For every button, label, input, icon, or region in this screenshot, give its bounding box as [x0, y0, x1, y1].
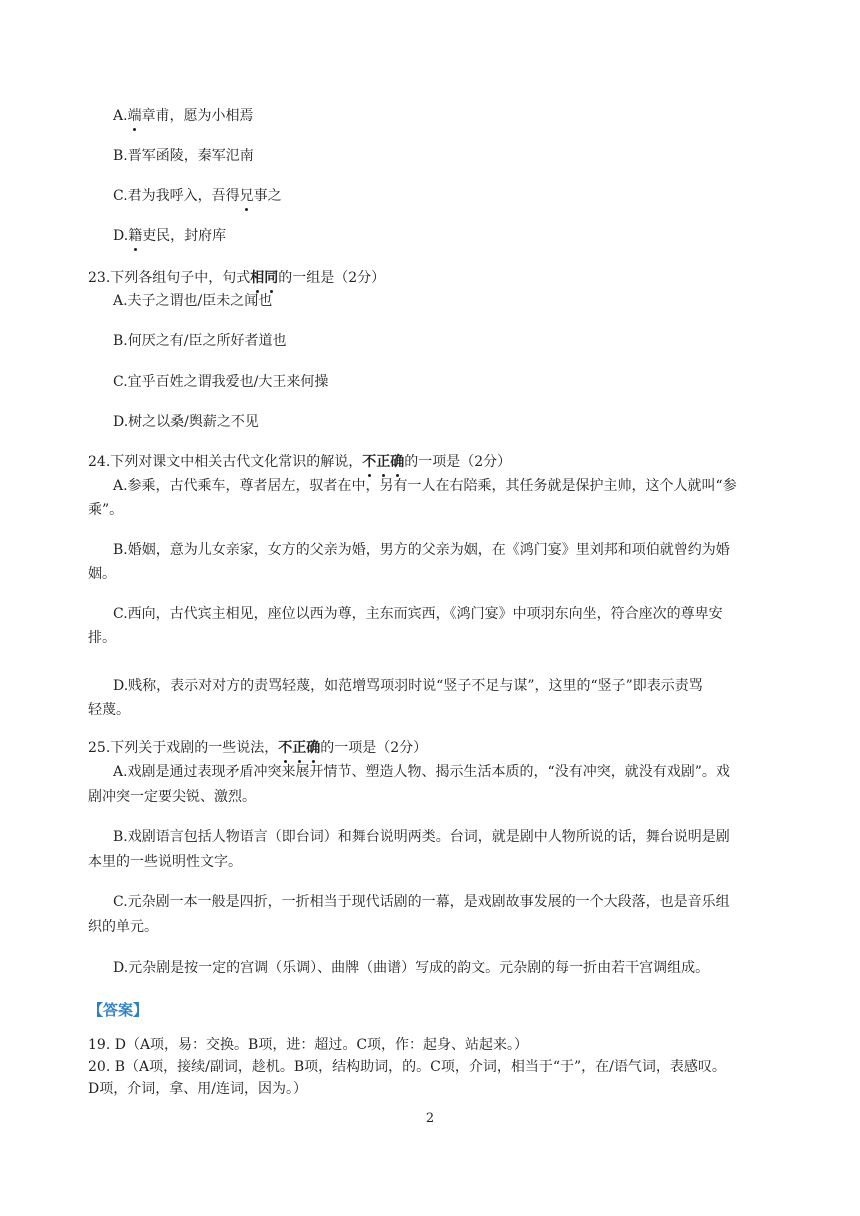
emphasis-dot-char: 兄 — [239, 188, 254, 204]
answer-19: 19. D（A项，易：交换。B项，进：超过。C项，作：起身、站起来。） — [88, 1037, 529, 1053]
q24-option-a-cont: 乘”。 — [88, 502, 124, 518]
q23-option-c: C.宜乎百姓之谓我爱也/大王来何操 — [113, 374, 329, 390]
q24-option-c: C.西向，古代宾主相见，座位以西为尊，主东而宾西，《鸿门宴》中项羽东向坐，符合座次的尊卑安 — [113, 606, 723, 622]
emphasis-dot-char: 正 — [292, 740, 307, 756]
q25-option-b: B.戏剧语言包括人物语言（即台词）和舞台说明两类。台词，就是剧中人物所说的话，舞台说明是剧 — [113, 829, 730, 845]
emphasis-dot-char: 端 — [127, 108, 142, 124]
q25-option-c: C.元杂剧一本一般是四折，一折相当于现代话剧的一幕，是戏剧故事发展的一个大段落，也是音乐组 — [113, 894, 730, 910]
answer-20: 20. B（A项，接续/副词，趁机。B项，结构助词，的。C项，介词，相当于“于”，在/语气词，表感叹。 — [88, 1059, 726, 1075]
q25-option-d: D.元杂剧是按一定的宫调（乐调）、曲牌（曲谱）写成的韵文。元杂剧的每一折由若干宫调组成。 — [113, 960, 710, 976]
q22-option-c: C.君为我呼入，吾得兄事之 — [113, 188, 282, 204]
emphasis-dot-char: 确 — [390, 454, 405, 470]
q24-option-d-cont: 轻蔑。 — [88, 702, 130, 718]
answer-20-cont: D项，介词，拿、用/连词，因为。） — [88, 1081, 307, 1097]
emphasis-dot-char: 确 — [306, 740, 321, 756]
q24-option-c-cont: 排。 — [88, 630, 116, 646]
q24-option-a: A.参乘，古代乘车，尊者居左，驭者在中，另有一人在右陪乘，其任务就是保护主帅，这个人就叫“参 — [113, 478, 737, 494]
q25-option-a: A.戏剧是通过表现矛盾冲突来展开情节、塑造人物、揭示生活本质的，“没有冲突，就没有戏剧”。戏 — [113, 764, 730, 780]
q22-option-d: D.籍吏民，封府库 — [113, 228, 227, 244]
q24-option-d: D.贱称，表示对对方的责骂轻蔑，如范增骂项羽时说“竖子不足与谋”，这里的“竖子”即表示责骂 — [113, 678, 703, 694]
q25-option-c-cont: 织的单元。 — [88, 919, 158, 935]
emphasis-dot-char: 籍 — [128, 228, 143, 244]
emphasis-dot-char: 不 — [362, 454, 377, 470]
q25-option-a-cont: 剧冲突一定要尖锐、激烈。 — [88, 789, 256, 805]
emphasis-dot-char: 不 — [278, 740, 293, 756]
q25-stem: 25.下列关于戏剧的一些说法，不正确的一项是（2分） — [88, 740, 428, 756]
q23-option-b: B.何厌之有/臣之所好者道也 — [113, 333, 287, 349]
emphasis-dot-char: 正 — [376, 454, 391, 470]
q24-option-b-cont: 姻。 — [88, 566, 116, 582]
q23-stem: 23.下列各组句子中，句式相同的一组是（2分） — [88, 270, 386, 286]
q22-option-a: A.端章甫，愿为小相焉 — [113, 108, 254, 124]
q23-option-d: D.树之以桑/舆薪之不见 — [113, 414, 259, 430]
answer-heading: 【答案】 — [88, 1001, 149, 1019]
emphasis-dot-char: 相 — [250, 270, 265, 286]
q23-option-a: A.夫子之谓也/臣未之闻也 — [113, 293, 273, 309]
q25-option-b-cont: 本里的一些说明性文字。 — [88, 854, 242, 870]
q22-option-b: B.晋军函陵，秦军氾南 — [113, 148, 254, 164]
q24-option-b: B.婚姻，意为儿女亲家，女方的父亲为婚，男方的父亲为姻，在《鸿门宴》里刘邦和项伯就曾约为婚 — [113, 542, 730, 558]
emphasis-dot-char: 同 — [264, 270, 279, 286]
q24-stem: 24.下列对课文中相关古代文化常识的解说，不正确的一项是（2分） — [88, 454, 512, 470]
page-number: 2 — [425, 1111, 435, 1126]
